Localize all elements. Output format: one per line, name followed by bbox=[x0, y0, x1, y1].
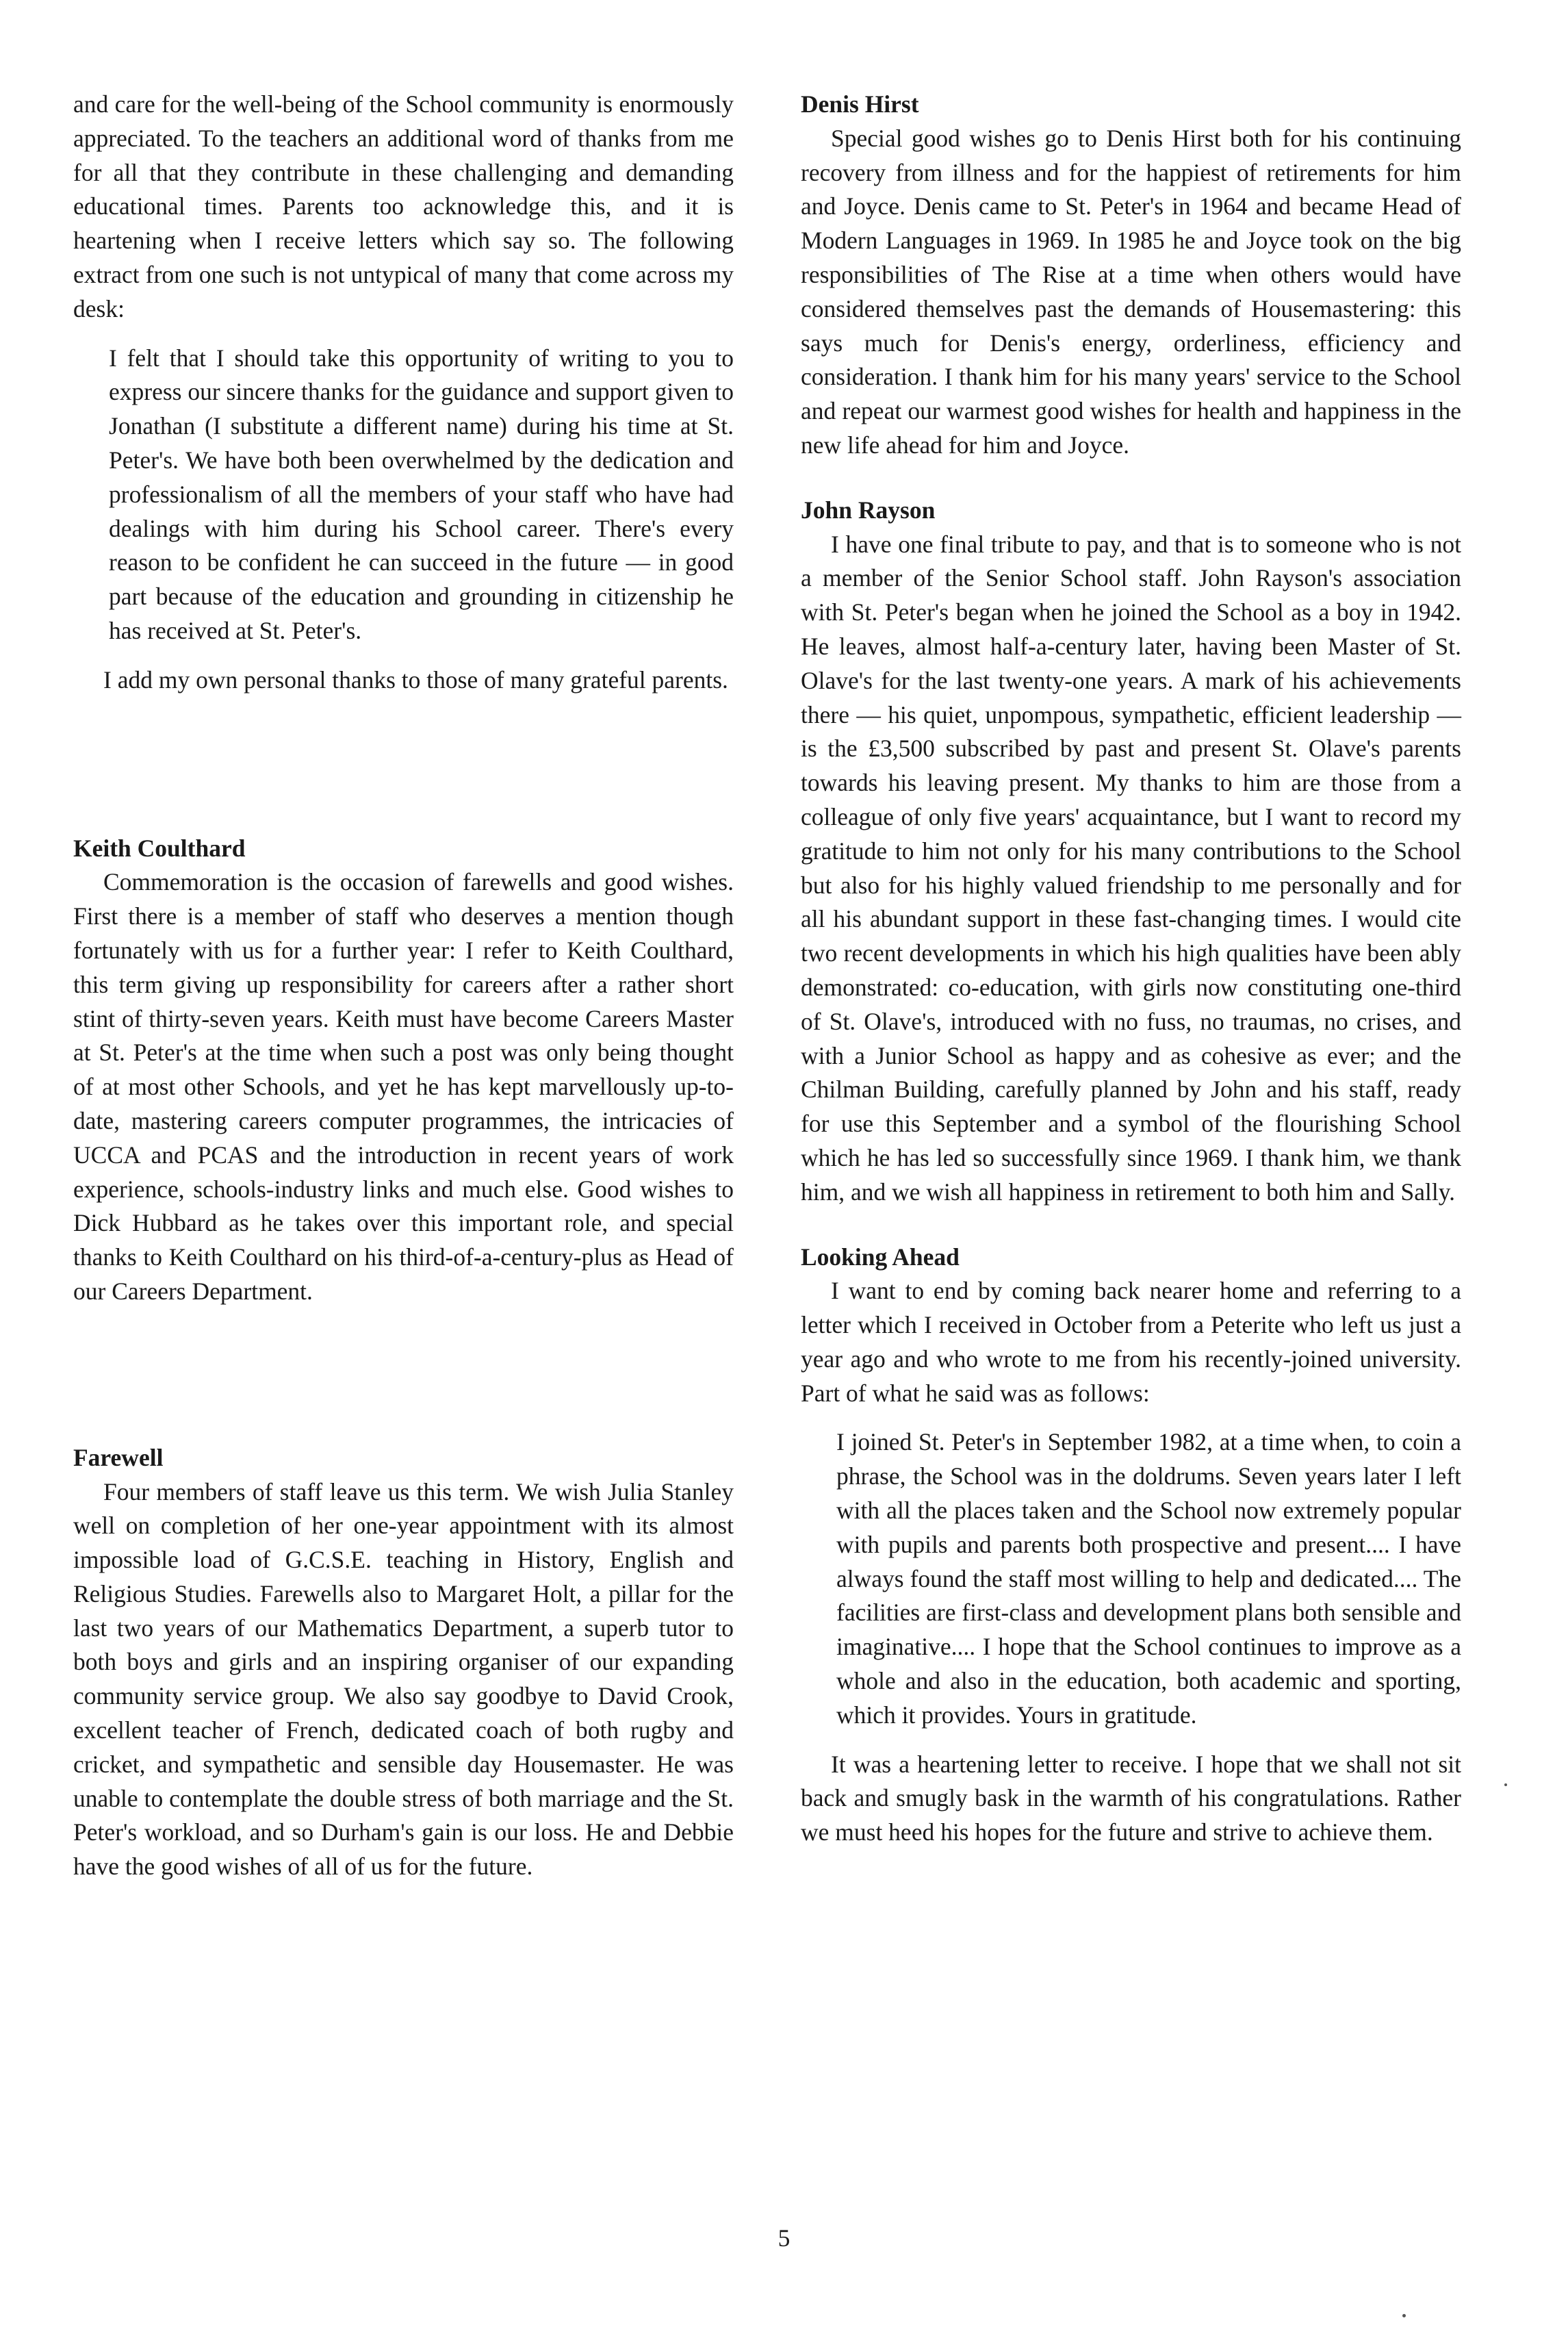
parent-letter-quote: I felt that I should take this opportunity of writing to you to express our sincere thanks for the guidance and support given to Jonathan (I substitute a different name) during his time at St. Peter's. We have both been overwhelmed by the dedication and professionalism of all the members of your staff who have had dealings with him during his School career. There's every reason to be confident he can succeed in the future — in good part because of the education and grounding in citizenship he has received at St. Peter's. bbox=[109, 344, 734, 644]
keith-coulthard-heading: Keith Coulthard bbox=[73, 834, 246, 862]
denis-hirst-heading: Denis Hirst bbox=[801, 90, 919, 118]
thanks-paragraph: I add my own personal thanks to those of many grateful parents. bbox=[103, 665, 728, 694]
peterite-letter-quote: I joined St. Peter's in September 1982, at a time when, to coin a phrase, the School was in the doldrums. Seven years later I left with all the places taken and the School now extremely popular with pupils and parents both prospective and present.... I have always found the staff most willing to help and dedicated.... The facilities are first-class and development plans both sensible and imaginative.... I hope that the School continues to improve as a whole and also in the education, both academic and sporting, which it provides. Yours in gratitude. bbox=[836, 1428, 1461, 1729]
looking-ahead-heading: Looking Ahead bbox=[801, 1243, 960, 1271]
left-column bbox=[73, 88, 734, 1884]
farewell-paragraph: Four members of staff leave us this term. We wish Julia Stanley well on completion of her one-year appointment with its almost impossible load of G.C.S.E. teaching in History, English and Religious Studies. Farewells also to Margaret Holt, a pillar for the last two years of our Mathematics Department, a superb tutor to both boys and girls and an inspiring organiser of our expanding community service group. We also say goodbye to David Crook, excellent teacher of French, dedicated coach of both rugby and cricket, and sympathetic and sensible day Housemaster. He was unable to contemplate the double stress of both marriage and the St. Peter's workload, and so Durham's gain is our loss. He and Debbie have the good wishes of all of us for the future. bbox=[73, 1477, 734, 1881]
intro-paragraph: and care for the well-being of the School community is enormously appreciated. To the teachers an additional word of thanks from me for all that they contribute in these challenging and demanding educational times. Parents too acknowledge this, and it is heartening when I receive letters which say so. The following extract from one such is not untypical of many that come across my desk: bbox=[73, 90, 734, 322]
farewell-heading: Farewell bbox=[73, 1443, 164, 1471]
closing-paragraph: It was a heartening letter to receive. I hope that we shall not sit back and smugly bask in the warmth of his congratulations. Rather we must heed his hopes for the future and strive to achieve them. bbox=[801, 1750, 1461, 1846]
scan-speck bbox=[1402, 2314, 1406, 2317]
denis-hirst-paragraph: Special good wishes go to Denis Hirst both for his continuing recovery from illness and for the happiest of retirements for him and Joyce. Denis came to St. Peter's in 1964 and became Head of Modern Languages in 1969. In 1985 he and Joyce took on the big responsibilities of The Rise at a time when others would have considered themselves past the demands of Housemastering: this says much for Denis's energy, orderliness, efficiency and consideration. I thank him for his many years' service to the School and repeat our warmest good wishes for health and happiness in the new life ahead for him and Joyce. bbox=[801, 124, 1461, 459]
scan-speck bbox=[1504, 1783, 1507, 1786]
john-rayson-paragraph: I have one final tribute to pay, and that is to someone who is not a member of the Senior School staff. John Rayson's association with St. Peter's began when he joined the School as a boy in 1942. He leaves, almost half-a-century later, having been Master of St. Olave's for the last twenty-one years. A mark of his achievements there — his quiet, unpompous, sympathetic, efficient leadership — is the £3,500 subscribed by past and present St. Olave's parents towards his leaving present. My thanks to him are those from a colleague of only five years' acquaintance, but I want to record my gratitude to him not only for his many contributions to the School but also for his highly valued friendship to me personally and for all his abundant support in these fast-changing times. I would cite two recent developments in which his high qualities have been ably demonstrated: co-education, with girls now constituting one-third of St. Olave's, introduced with no fuss, no traumas, no crises, and with a Junior School as happy and as cohesive as ever; and the Chilman Building, carefully planned by John and his staff, ready for use this September and a symbol of the flourishing School which he has led so successfully since 1969. I thank him, we thank him, and we wish all happiness in retirement to both him and Sally. bbox=[801, 530, 1461, 1206]
john-rayson-heading: John Rayson bbox=[801, 496, 936, 524]
looking-ahead-paragraph: I want to end by coming back nearer home and referring to a letter which I received in October from a Peterite who left us just a year ago and who wrote to me from his recently-joined university. Part of what he said was as follows: bbox=[801, 1277, 1461, 1407]
keith-coulthard-paragraph: Commemoration is the occasion of farewells and good wishes. First there is a member of staff who deserves a mention though fortunately with us for a further year: I refer to Keith Coulthard, this term giving up responsibility for careers after a rather short stint of thirty-seven years. Keith must have become Careers Master at St. Peter's at the time when such a post was only being thought of at most other Schools, and yet he has kept marvellously up-to-date, mastering careers computer programmes, the intricacies of UCCA and PCAS and the introduction in recent years of work experience, schools-industry links and much else. Good wishes to Dick Hubbard as he takes over this important role, and special thanks to Keith Coulthard on his third-of-a-century-plus as Head of our Careers Department. bbox=[73, 868, 734, 1305]
page-number: 5 bbox=[777, 2224, 791, 2252]
right-column bbox=[801, 88, 1461, 1850]
